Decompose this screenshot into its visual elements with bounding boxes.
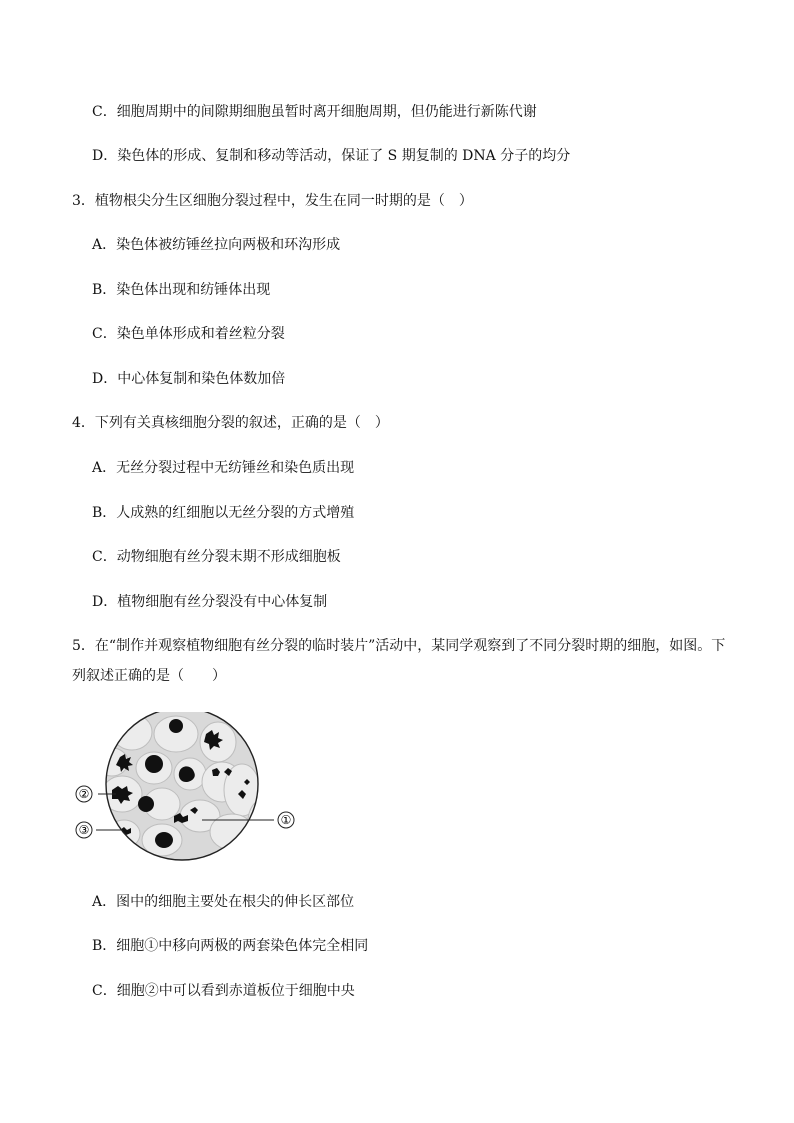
question-5-stem-line2: 列叙述正确的是（ ） bbox=[72, 668, 226, 684]
microscope-cell-figure bbox=[72, 712, 302, 862]
question-3-stem: 3．植物根尖分生区细胞分裂过程中，发生在同一时期的是（ ） bbox=[72, 193, 473, 209]
question-4-option-d: D．植物细胞有丝分裂没有中心体复制 bbox=[92, 594, 328, 610]
label-3: ③ bbox=[78, 823, 90, 837]
question-c-prev: C．细胞周期中的间隙期细胞虽暂时离开细胞周期，但仍能进行新陈代谢 bbox=[92, 104, 537, 120]
question-3-option-a: A．染色体被纺锤丝拉向两极和环沟形成 bbox=[92, 237, 341, 253]
question-5-stem-line1: 5．在“制作并观察植物细胞有丝分裂的临时装片”活动中，某同学观察到了不同分裂时期的细胞，如图。下 bbox=[72, 638, 726, 654]
question-4-option-c: C．动物细胞有丝分裂末期不形成细胞板 bbox=[92, 549, 341, 565]
question-5-option-a: A．图中的细胞主要处在根尖的伸长区部位 bbox=[92, 894, 355, 910]
label-1: ① bbox=[280, 813, 292, 827]
question-3-option-d: D．中心体复制和染色体数加倍 bbox=[92, 371, 286, 387]
question-4-option-b: B．人成熟的红细胞以无丝分裂的方式增殖 bbox=[92, 505, 355, 521]
label-2: ② bbox=[78, 787, 90, 801]
question-5-option-c: C．细胞②中可以看到赤道板位于细胞中央 bbox=[92, 983, 355, 999]
question-d-prev: D．染色体的形成、复制和移动等活动，保证了 S 期复制的 DNA 分子的均分 bbox=[92, 148, 571, 164]
question-4-stem: 4．下列有关真核细胞分裂的叙述，正确的是（ ） bbox=[72, 415, 389, 431]
question-3-option-c: C．染色单体形成和着丝粒分裂 bbox=[92, 326, 285, 342]
question-3-option-b: B．染色体出现和纺锤体出现 bbox=[92, 282, 271, 298]
question-4-option-a: A．无丝分裂过程中无纺锤丝和染色质出现 bbox=[92, 460, 355, 476]
question-5-option-b: B．细胞①中移向两极的两套染色体完全相同 bbox=[92, 938, 369, 954]
